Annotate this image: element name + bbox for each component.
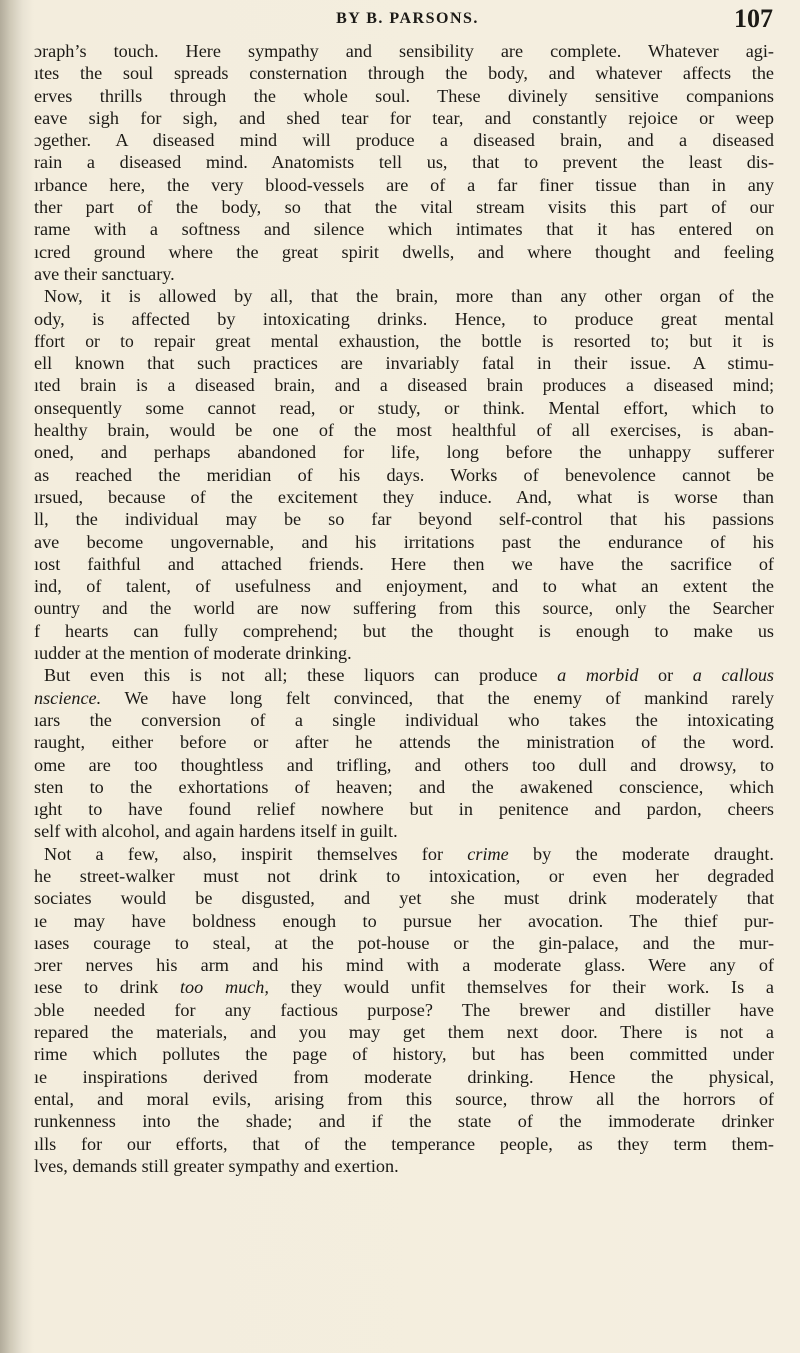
text-line: healthy brain, would be one of the most healthful of all exercises, is aban- xyxy=(34,420,774,441)
text-line: ɔraph’s touch. Here sympathy and sensibility are complete. Whatever agi- xyxy=(34,41,774,61)
text-line: oned, and perhaps abandoned for life, long before the unhappy sufferer xyxy=(34,442,774,463)
text-line: ountry and the world are now suffering from this source, only the Searcher xyxy=(34,598,774,619)
text-line: ody, is affected by intoxicating drinks. Hence, to produce great mental xyxy=(34,308,774,329)
text-run: or xyxy=(638,665,693,686)
text-line: eave sigh for sigh, and shed tear for tear, and constantly rejoice or weep xyxy=(34,107,774,128)
body-text xyxy=(34,40,774,1177)
text-line: rime which pollutes the page of history, but has been committed under xyxy=(34,1044,774,1065)
text-line: Now, it is allowed by all, that the brain, more than any other organ of the xyxy=(44,286,774,307)
text-line: ɔrer nerves his arm and his mind with a moderate glass. Were any of xyxy=(34,955,774,976)
text-line: ıe may have boldness enough to pursue her avocation. The thief pur- xyxy=(34,910,774,931)
text-line: sten to the exhortations of heaven; and the awakened conscience, which xyxy=(34,776,774,797)
binding-shadow xyxy=(0,0,34,1353)
text-run: by the moderate draught. xyxy=(508,843,774,864)
text-line xyxy=(34,664,774,686)
text-line: as reached the meridian of his days. Works of benevolence cannot be xyxy=(34,464,774,485)
text-line xyxy=(34,687,774,709)
text-line: ıe inspirations derived from moderate drinking. Hence the physical, xyxy=(34,1066,774,1087)
text-line: ırsued, because of the excitement they induce. And, what is worse than xyxy=(34,486,774,507)
text-line: lves, demands still greater sympathy and exertion. xyxy=(34,1155,399,1176)
text-line: ffort or to repair great mental exhaustion, the bottle is resorted to; but it is xyxy=(34,330,774,351)
italic-run: crime xyxy=(467,843,509,864)
text-line: runkenness into the shade; and if the state of the immoderate drinker xyxy=(34,1111,774,1132)
text-line: ave their sanctuary. xyxy=(34,263,175,284)
text-line: ıght to have found relief nowhere but in penitence and pardon, cheers xyxy=(34,799,774,820)
text-run: ıese to drink xyxy=(34,977,180,998)
text-line: ıcred ground where the great spirit dwells, and where thought and feeling xyxy=(34,241,774,262)
text-line: rain a diseased mind. Anatomists tell us, that to prevent the least dis- xyxy=(34,152,774,173)
text-line: erves thrills through the whole soul. These divinely sensitive companions xyxy=(34,85,774,106)
text-run: Not a few, also, inspirit themselves for xyxy=(44,843,468,864)
text-line xyxy=(34,976,774,998)
text-run: But even this is not all; these liquors can produce xyxy=(44,665,558,686)
text-line: self with alcohol, and again hardens itself in guilt. xyxy=(34,821,398,842)
text-line: ental, and moral evils, arising from this source, throw all the horrors of xyxy=(34,1088,774,1109)
text-line: ind, of talent, of usefulness and enjoyment, and to what an extent the xyxy=(34,576,774,597)
text-line: rame with a softness and silence which intimates that it has entered on xyxy=(34,219,774,240)
text-line: ıases courage to steal, at the pot-house or the gin-palace, and the mur- xyxy=(34,932,774,953)
text-line: ıars the conversion of a single individual who takes the intoxicating xyxy=(34,709,774,730)
italic-run: nscience. xyxy=(34,687,102,708)
text-line: ther part of the body, so that the vital stream visits this part of our xyxy=(34,197,774,218)
text-line: ɔble needed for any factious purpose? The brewer and distiller have xyxy=(34,999,774,1020)
text-run: they would unfit themselves for their work. Is a xyxy=(268,977,774,998)
text-line: onsequently some cannot read, or study, or think. Mental effort, which to xyxy=(34,397,774,418)
text-run: We have long felt convinced, that the enemy of mankind rarely xyxy=(101,687,774,708)
text-line: sociates would be disgusted, and yet she must drink moderately that xyxy=(34,888,774,909)
running-head xyxy=(30,4,785,34)
text-line: f hearts can fully comprehend; but the thought is enough to make us xyxy=(34,620,774,641)
text-line: ll, the individual may be so far beyond self-control that his passions xyxy=(34,509,774,530)
italic-run: a callous xyxy=(692,665,774,686)
text-line: he street-walker must not drink to intoxication, or even her degraded xyxy=(34,865,774,886)
text-line: ırbance here, the very blood-vessels are of a far finer tissue than in any xyxy=(34,174,774,195)
text-line: ıted brain is a diseased brain, and a diseased brain produces a diseased mind; xyxy=(34,375,774,396)
text-line: ome are too thoughtless and trifling, and others too dull and drowsy, to xyxy=(34,754,774,775)
text-line: ıudder at the mention of moderate drinking. xyxy=(34,643,352,664)
text-line: ave become ungovernable, and his irritations past the endurance of his xyxy=(34,531,774,552)
text-line: repared the materials, and you may get them next door. There is not a xyxy=(34,1022,774,1043)
italic-run: too much, xyxy=(179,977,269,998)
italic-run: a morbid xyxy=(557,665,639,686)
text-line: ılls for our efforts, that of the temperance people, as they term them- xyxy=(34,1133,774,1154)
running-title: BY B. PARSONS. xyxy=(336,10,479,27)
text-line xyxy=(34,843,774,865)
text-line: ɔgether. A diseased mind will produce a diseased brain, and a diseased xyxy=(34,130,774,151)
text-line: raught, either before or after he attends the ministration of the word. xyxy=(34,732,774,753)
text-line: ell known that such practices are invariably fatal in their issue. A stimu- xyxy=(34,353,774,374)
text-line: ıtes the soul spreads consternation through the body, and whatever affects the xyxy=(34,63,774,84)
page-number: 107 xyxy=(734,4,773,33)
text-line: ıost faithful and attached friends. Here then we have the sacrifice of xyxy=(34,553,774,574)
